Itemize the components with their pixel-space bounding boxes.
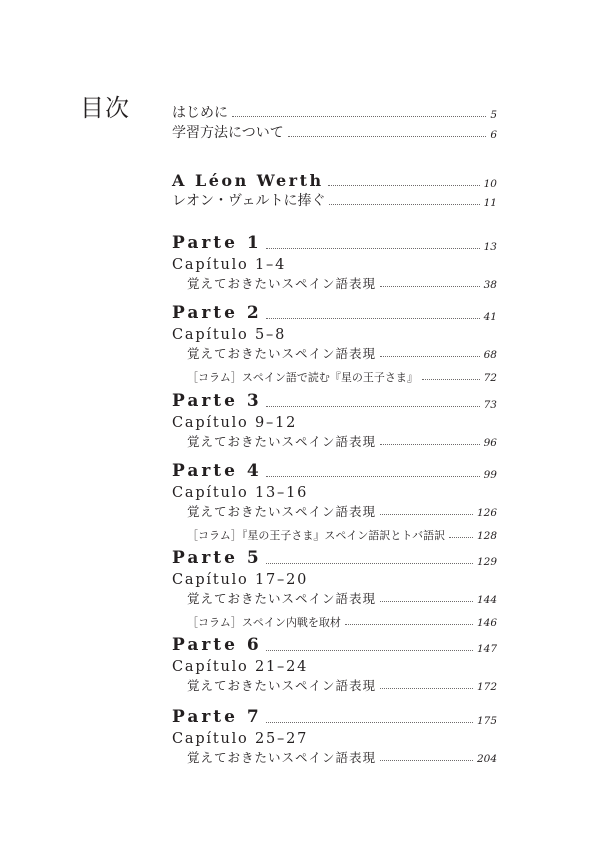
toc-entry-label: 覚えておきたいスペイン語表現 (187, 590, 377, 606)
toc-entry-label: 覚えておきたいスペイン語表現 (187, 503, 377, 519)
dot-leader (266, 248, 480, 249)
toc-entry-label: 学習方法について (172, 125, 284, 141)
dot-leader (380, 356, 480, 357)
dot-leader (380, 601, 473, 602)
dot-leader (422, 379, 480, 380)
toc-entry (187, 525, 497, 541)
toc-entry (187, 274, 497, 290)
toc-entry-page-number: 129 (476, 555, 497, 568)
toc-entry-page-number: 68 (483, 348, 497, 361)
toc-entry (172, 548, 497, 568)
toc-entry-page-number: 73 (483, 398, 497, 411)
toc-entry-page-number: 204 (476, 752, 497, 765)
toc-entry (187, 432, 497, 448)
dot-leader (380, 514, 473, 515)
toc-entry-label: ［コラム］スペイン語で読む『星の王子さま』 (187, 371, 418, 384)
toc-entry-page-number: 172 (476, 680, 497, 693)
toc-entry-page-number: 13 (483, 240, 497, 253)
toc-entry-label: 覚えておきたいスペイン語表現 (187, 677, 377, 693)
dot-leader (380, 444, 480, 445)
toc-entry (172, 192, 497, 208)
dot-leader (288, 136, 487, 137)
toc-entry-page-number: 72 (483, 371, 497, 384)
toc-entry (187, 502, 497, 518)
toc-entry-page-number: 96 (483, 436, 497, 449)
toc-entry-page-number: 11 (483, 196, 497, 209)
toc-entry (172, 658, 497, 674)
toc-entry-label: 覚えておきたいスペイン語表現 (187, 275, 377, 291)
toc-entry-page-number: 41 (483, 310, 497, 323)
toc-entry-label: Capítulo 25–27 (172, 730, 309, 747)
toc-entry (172, 571, 497, 587)
toc-entry (172, 124, 497, 140)
toc-entry (187, 589, 497, 605)
toc-entry-page-number: 99 (483, 468, 497, 481)
toc-entry-label: Parte 4 (172, 461, 262, 481)
toc-entry-label: 覚えておきたいスペイン語表現 (187, 345, 377, 361)
toc-entry-label: はじめに (172, 105, 228, 121)
dot-leader (266, 476, 480, 477)
toc-entry (172, 256, 497, 272)
dot-leader (449, 537, 473, 538)
toc-entry-page-number: 146 (476, 616, 497, 629)
toc-entry-label: Capítulo 21–24 (172, 658, 309, 675)
toc-title: 目次 (80, 94, 130, 122)
dot-leader (266, 722, 473, 723)
toc-entry (172, 104, 497, 120)
toc-entry-label: Capítulo 1–4 (172, 256, 287, 273)
toc-entry (172, 707, 497, 727)
toc-entry-page-number: 126 (476, 506, 497, 519)
dot-leader (380, 688, 473, 689)
toc-entry-page-number: 128 (476, 529, 497, 542)
toc-entry (172, 414, 497, 430)
dot-leader (329, 204, 479, 205)
toc-entry (187, 748, 497, 764)
toc-entry-label: Parte 7 (172, 707, 262, 727)
dot-leader (328, 185, 480, 186)
toc-entry (172, 173, 497, 189)
toc-entry-label: 覚えておきたいスペイン語表現 (187, 433, 377, 449)
toc-entry-label: Parte 6 (172, 635, 262, 655)
toc-entry (187, 612, 497, 628)
toc-entry-label: Parte 1 (172, 233, 262, 253)
dot-leader (380, 286, 480, 287)
dot-leader (266, 563, 473, 564)
toc-entry-page-number: 38 (483, 278, 497, 291)
toc-entry (187, 344, 497, 360)
toc-entry-label: A Léon Werth (172, 171, 324, 190)
toc-entry (172, 326, 497, 342)
toc-entry-page-number: 5 (490, 108, 497, 121)
toc-entry (172, 635, 497, 655)
dot-leader (266, 318, 480, 319)
toc-entry-label: 覚えておきたいスペイン語表現 (187, 749, 377, 765)
dot-leader (266, 650, 473, 651)
toc-entry-page-number: 144 (476, 593, 497, 606)
toc-entry-label: Parte 2 (172, 303, 262, 323)
toc-entry-page-number: 10 (483, 177, 497, 190)
toc-entry (172, 730, 497, 746)
toc-entry (172, 303, 497, 323)
toc-entry-label: Parte 3 (172, 391, 262, 411)
toc-entry-label: レオン・ヴェルトに捧ぐ (172, 193, 326, 209)
dot-leader (266, 406, 480, 407)
toc-entry-label: Capítulo 9–12 (172, 414, 298, 431)
toc-entry-label: Capítulo 5–8 (172, 326, 287, 343)
toc-entry-page-number: 175 (476, 714, 497, 727)
toc-entry (187, 676, 497, 692)
toc-entry-page-number: 147 (476, 642, 497, 655)
toc-entry (172, 391, 497, 411)
toc-entry-label: Parte 5 (172, 548, 262, 568)
toc-entry (172, 484, 497, 500)
toc-entry-page-number: 6 (490, 128, 497, 141)
toc-entry-label: Capítulo 17–20 (172, 571, 309, 588)
toc-entry-label: ［コラム］『星の王子さま』スペイン語訳とトバ語訳 (187, 529, 446, 542)
toc-entry (172, 233, 497, 253)
toc-entry (187, 367, 497, 383)
dot-leader (232, 116, 486, 117)
toc-entry-label: ［コラム］スペイン内戦を取材 (187, 616, 341, 629)
toc-entry (172, 461, 497, 481)
dot-leader (345, 624, 473, 625)
toc-entry-label: Capítulo 13–16 (172, 484, 309, 501)
dot-leader (380, 760, 473, 761)
